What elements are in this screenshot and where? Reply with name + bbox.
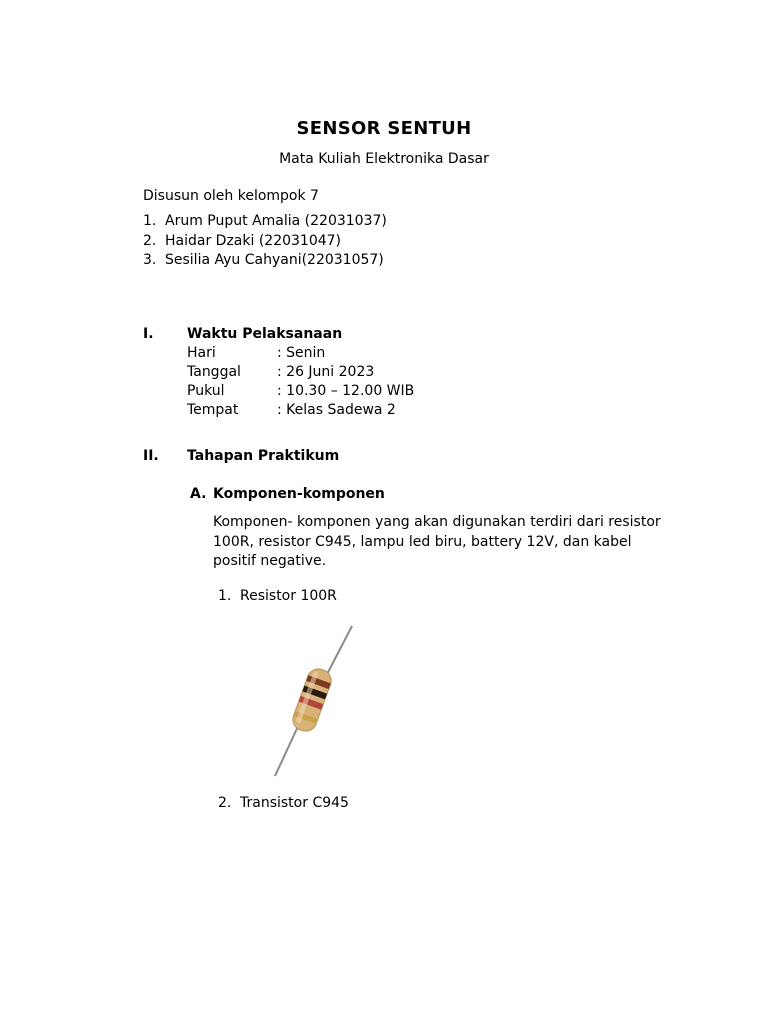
- document-subtitle: Mata Kuliah Elektronika Dasar: [279, 151, 489, 167]
- schedule-label: Tanggal: [187, 364, 241, 380]
- component-item: [218, 588, 337, 604]
- resistor-lead-bottom: [275, 722, 300, 776]
- resistor-illustration: [262, 622, 362, 780]
- schedule-label: Tempat: [187, 402, 239, 418]
- list-number: 1.: [143, 213, 157, 229]
- schedule-value: : Senin: [277, 345, 326, 361]
- component-item: [218, 795, 349, 811]
- author-item: [143, 213, 387, 229]
- component-name: Transistor C945: [240, 795, 349, 811]
- resistor-body: [290, 666, 334, 734]
- list-number: 2.: [218, 795, 232, 811]
- subsection-title: Komponen-komponen: [213, 486, 385, 502]
- subsection-letter: A.: [190, 486, 207, 502]
- resistor-lead-top: [324, 626, 352, 680]
- resistor-image: [262, 622, 362, 780]
- section-number: I.: [143, 326, 154, 342]
- author-item: [143, 233, 341, 249]
- section-number: II.: [143, 448, 159, 464]
- document-title: SENSOR SENTUH: [296, 118, 472, 139]
- author-name: Haidar Dzaki (22031047): [165, 233, 342, 249]
- section-title: Tahapan Praktikum: [187, 448, 340, 464]
- schedule-label: Hari: [187, 345, 216, 361]
- author-name: Arum Puput Amalia (22031037): [165, 213, 387, 229]
- schedule-value: : 26 Juni 2023: [277, 364, 375, 380]
- author-item: [143, 252, 384, 268]
- section-title: Waktu Pelaksanaan: [187, 326, 343, 342]
- schedule-value: : Kelas Sadewa 2: [277, 402, 396, 418]
- authors-intro: Disusun oleh kelompok 7: [143, 188, 319, 204]
- author-name: Sesilia Ayu Cahyani(22031057): [165, 252, 384, 268]
- list-number: 3.: [143, 252, 157, 268]
- list-number: 2.: [143, 233, 157, 249]
- components-paragraph: Komponen- komponen yang akan digunakan terdiri dari resistor 100R, resistor C945, lampu led biru, battery 12V, dan kabel positif negative.: [213, 514, 661, 569]
- list-number: 1.: [218, 588, 232, 604]
- component-name: Resistor 100R: [240, 588, 337, 604]
- schedule-label: Pukul: [187, 383, 225, 399]
- schedule-value: : 10.30 – 12.00 WIB: [277, 383, 415, 399]
